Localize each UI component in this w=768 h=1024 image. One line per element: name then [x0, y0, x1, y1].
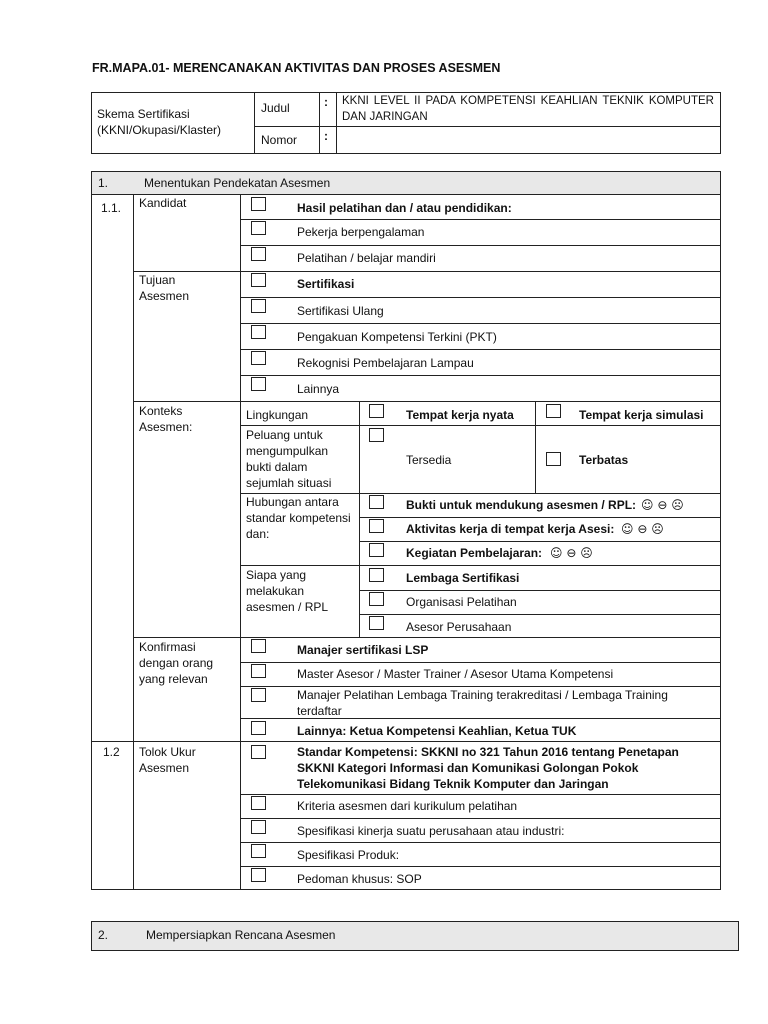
tujuan-item-5: Lainnya: [297, 382, 340, 396]
skema-label: Skema Sertifikasi (KKNI/Okupasi/Klaster): [97, 107, 222, 137]
rating-faces-icon: ☺ ⊖ ☹: [550, 546, 593, 560]
tujuan-checkbox-5[interactable]: [251, 377, 266, 391]
section1-title: Menentukan Pendekatan Asesmen: [144, 176, 331, 190]
nomor-colon: :: [324, 129, 328, 143]
konfirmasi-checkbox-3[interactable]: [251, 688, 266, 702]
tolok-checkbox-5[interactable]: [251, 868, 266, 882]
tolok-item-1: Standar Kompetensi: SKKNI no 321 Tahun 2016 tentang Penetapan SKKNI Kategori Informasi dan Komunikasi Golongan Pokok Telekomunikasi Bidang Teknik Komputer dan Jaringan: [297, 745, 679, 791]
siapa-item-1: Lembaga Sertifikasi: [406, 571, 520, 585]
tujuan-checkbox-1[interactable]: [251, 273, 266, 287]
kandidat-checkbox-3[interactable]: [251, 247, 266, 261]
tolok-checkbox-2[interactable]: [251, 796, 266, 810]
tolok-checkbox-4[interactable]: [251, 844, 266, 858]
lingkungan-label: Lingkungan: [246, 408, 309, 422]
hubungan-item-2: Aktivitas kerja di tempat kerja Asesi:: [406, 522, 615, 536]
tolok-item-2: Kriteria asesmen dari kurikulum pelatihan: [297, 799, 518, 813]
lingkungan-option-simulasi: Tempat kerja simulasi: [579, 408, 704, 422]
tujuan-item-3: Pengakuan Kompetensi Terkini (PKT): [297, 330, 497, 344]
konteks-label: Konteks Asesmen:: [139, 404, 193, 434]
tolok-checkbox-3[interactable]: [251, 820, 266, 834]
rating-faces-icon: ☺ ⊖ ☹: [641, 498, 684, 512]
konfirmasi-item-1: Manajer sertifikasi LSP: [297, 643, 429, 657]
tolok-ukur-label: Tolok Ukur Asesmen: [139, 745, 196, 775]
lingkungan-checkbox-simulasi[interactable]: [546, 404, 561, 418]
tujuan-item-2: Sertifikasi Ulang: [297, 304, 384, 318]
sub-number-1-2: 1.2: [103, 745, 120, 759]
peluang-checkbox-terbatas[interactable]: [546, 452, 561, 466]
siapa-item-2: Organisasi Pelatihan: [406, 595, 517, 609]
peluang-checkbox-tersedia[interactable]: [369, 428, 384, 442]
kandidat-item-1: Hasil pelatihan dan / atau pendidikan:: [297, 201, 512, 215]
judul-value: KKNI LEVEL II PADA KOMPETENSI KEAHLIAN TEKNIK KOMPUTER DAN JARINGAN: [342, 95, 714, 123]
tolok-item-5: Pedoman khusus: SOP: [297, 872, 422, 886]
tujuan-item-4: Rekognisi Pembelajaran Lampau: [297, 356, 474, 370]
konfirmasi-item-4: Lainnya: Ketua Kompetensi Keahlian, Ketua TUK: [297, 724, 577, 738]
tujuan-checkbox-2[interactable]: [251, 299, 266, 313]
siapa-checkbox-2[interactable]: [369, 592, 384, 606]
kandidat-label: Kandidat: [139, 196, 187, 210]
konfirmasi-item-2: Master Asesor / Master Trainer / Asesor Utama Kompetensi: [297, 667, 614, 681]
hubungan-checkbox-3[interactable]: [369, 543, 384, 557]
judul-colon: :: [324, 95, 328, 109]
hubungan-checkbox-2[interactable]: [369, 519, 384, 533]
peluang-option-tersedia: Tersedia: [406, 453, 452, 467]
nomor-label: Nomor: [261, 133, 298, 147]
lingkungan-checkbox-nyata[interactable]: [369, 404, 384, 418]
kandidat-item-3: Pelatihan / belajar mandiri: [297, 251, 436, 265]
hubungan-label: Hubungan antara standar kompetensi dan:: [246, 495, 351, 541]
section1-number: 1.: [98, 176, 109, 190]
judul-label: Judul: [261, 101, 290, 115]
peluang-option-terbatas: Terbatas: [579, 453, 629, 467]
sub-number-1-1: 1.1.: [101, 201, 122, 215]
konfirmasi-label: Konfirmasi dengan orang yang relevan: [139, 640, 214, 686]
hubungan-checkbox-1[interactable]: [369, 495, 384, 509]
section2-title: Mempersiapkan Rencana Asesmen: [146, 928, 336, 942]
siapa-checkbox-1[interactable]: [369, 568, 384, 582]
siapa-item-3: Asesor Perusahaan: [406, 620, 512, 634]
konfirmasi-checkbox-2[interactable]: [251, 664, 266, 678]
kandidat-item-2: Pekerja berpengalaman: [297, 225, 425, 239]
tujuan-item-1: Sertifikasi: [297, 277, 355, 291]
konfirmasi-checkbox-1[interactable]: [251, 639, 266, 653]
hubungan-item-1: Bukti untuk mendukung asesmen / RPL:: [406, 498, 637, 512]
kandidat-checkbox-1[interactable]: [251, 197, 266, 211]
lingkungan-option-nyata: Tempat kerja nyata: [406, 408, 514, 422]
siapa-label: Siapa yang melakukan asesmen / RPL: [246, 568, 329, 614]
konfirmasi-item-3: Manajer Pelatihan Lembaga Training terakreditasi / Lembaga Training terdaftar: [297, 688, 668, 718]
tolok-item-4: Spesifikasi Produk:: [297, 848, 400, 862]
kandidat-checkbox-2[interactable]: [251, 221, 266, 235]
peluang-label: Peluang untuk mengumpulkan bukti dalam sejumlah situasi: [246, 428, 332, 490]
konfirmasi-checkbox-4[interactable]: [251, 721, 266, 735]
tolok-item-3: Spesifikasi kinerja suatu perusahaan atau industri:: [297, 824, 565, 838]
tolok-checkbox-1[interactable]: [251, 745, 266, 759]
rating-faces-icon: ☺ ⊖ ☹: [621, 522, 664, 536]
siapa-checkbox-3[interactable]: [369, 616, 384, 630]
tujuan-checkbox-4[interactable]: [251, 351, 266, 365]
tujuan-label: Tujuan Asesmen: [139, 273, 190, 303]
section2-number: 2.: [98, 928, 109, 942]
tujuan-checkbox-3[interactable]: [251, 325, 266, 339]
document-title: FR.MAPA.01- MERENCANAKAN AKTIVITAS DAN PROSES ASESMEN: [92, 61, 501, 75]
hubungan-item-3: Kegiatan Pembelajaran:: [406, 546, 543, 560]
